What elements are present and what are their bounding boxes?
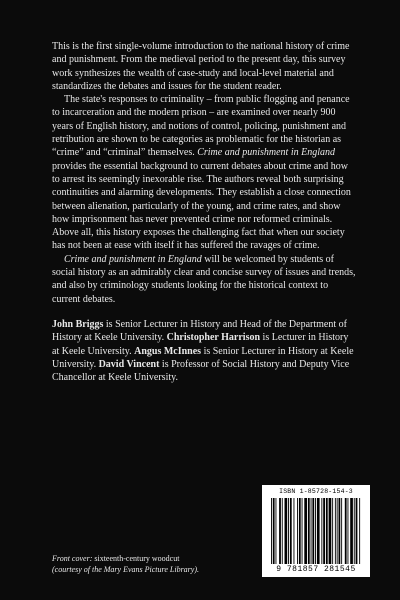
cover-credit-courtesy: (courtesy of the Mary Evans Picture Library). <box>52 564 200 574</box>
barcode-bar <box>299 498 301 564</box>
barcode-bars <box>270 498 362 564</box>
barcode-bar <box>339 498 341 564</box>
author-bio: is Senior Lecturer in History at Keele University. <box>52 345 354 370</box>
isbn-label: ISBN 1-85728-154-3 <box>279 488 353 495</box>
barcode-bar <box>335 498 336 564</box>
author-name: Christopher Harrison <box>166 332 261 344</box>
author-bio: is Professor of Social History and Deputy Vice Chancellor at Keele University. <box>52 358 350 384</box>
barcode-bar <box>317 498 320 564</box>
barcode-bar <box>276 498 277 564</box>
author-bios <box>52 318 358 384</box>
cover-credit-label: Front cover: <box>52 554 93 563</box>
blurb-paragraph-1: This is the first single-volume introduction to the national history of crime and punishment. From the medieval period to the present day, this survey work synthesizes the wealth of case-study and local-level material and standardizes the debates and issues for the student reader. <box>52 41 350 92</box>
blurb-p3-text: will be welcomed by students of social history as an admirably clear and concise survey of issues and trends, and also by criminology students looking for the historical context to current debates. <box>52 253 356 305</box>
barcode-bar <box>354 498 355 564</box>
barcode-bar <box>345 498 347 564</box>
cover-credit-line-1 <box>52 554 252 565</box>
blurb-p2-text-a: The state's responses to criminality – from public flogging and penance to incarceration and the modern prison – are examined over nearly 900 years of English history, and notions of control, policing, punishment and retribution are shown to be categories as problematic for the historian as “crime” and “criminal” themselves. <box>52 94 350 159</box>
barcode-bar <box>294 498 295 564</box>
barcode-bar <box>279 498 281 564</box>
blurb-p2-book-title: Crime and punishment in England <box>197 147 335 159</box>
barcode-number: 9 781857 281545 <box>276 565 356 574</box>
barcode-bar <box>297 498 298 564</box>
barcode-bar <box>271 498 272 564</box>
barcode-bar <box>359 498 360 564</box>
barcode-bar <box>311 498 312 564</box>
back-cover-blurb <box>52 40 356 306</box>
blurb-p2-text-b: provides the essential background to current debates about crime and how to arrest its seemingly inexorable rise. The authors reveal both surprising continuities and alarming developments. They establish a close connection between alienation, particularly of the young, and crime rates, and show how imprisonment has never prevented crime nor reformed criminals. Above all, this history exposes the challenging fact that when our society has not been at ease with itself it has suffered the ravages of crime. <box>52 160 351 252</box>
barcode-bar <box>302 498 303 564</box>
barcode-bar <box>332 498 333 564</box>
barcode-bar <box>285 498 288 564</box>
barcode-bar <box>312 498 314 564</box>
author-name: John Briggs <box>52 319 104 330</box>
author-bio: is Lecturer in History at Keele University. <box>52 332 349 357</box>
blurb-p3-book-title: Crime and punishment in England <box>64 253 202 265</box>
barcode-bar <box>321 498 322 564</box>
isbn-barcode <box>262 485 370 577</box>
author-name: David Vincent <box>98 358 160 370</box>
blurb-paragraph-3 <box>52 253 356 306</box>
barcode-bar <box>323 498 325 564</box>
barcode-bar <box>350 498 353 564</box>
cover-credit-text: sixteenth-century woodcut <box>92 554 180 563</box>
author-name: Angus McInnes <box>134 345 202 357</box>
barcode-bar <box>326 498 328 564</box>
barcode-bar <box>356 498 358 564</box>
blurb-paragraph-2 <box>52 93 356 253</box>
author-bio: is Senior Lecturer in History and Head of the Department of History at Keele University. <box>52 319 347 344</box>
barcode-bar <box>337 498 338 564</box>
barcode-bar <box>273 498 275 564</box>
barcode-bar <box>315 498 316 564</box>
barcode-bar <box>348 498 349 564</box>
barcode-bar <box>304 498 307 564</box>
barcode-bar <box>341 498 342 564</box>
barcode-bar <box>282 498 283 564</box>
cover-credit <box>52 554 252 575</box>
barcode-bar <box>290 498 292 564</box>
barcode-bar <box>329 498 332 564</box>
barcode-bar <box>308 498 310 564</box>
barcode-bar <box>288 498 289 564</box>
cover-credit-line-2 <box>52 565 252 576</box>
